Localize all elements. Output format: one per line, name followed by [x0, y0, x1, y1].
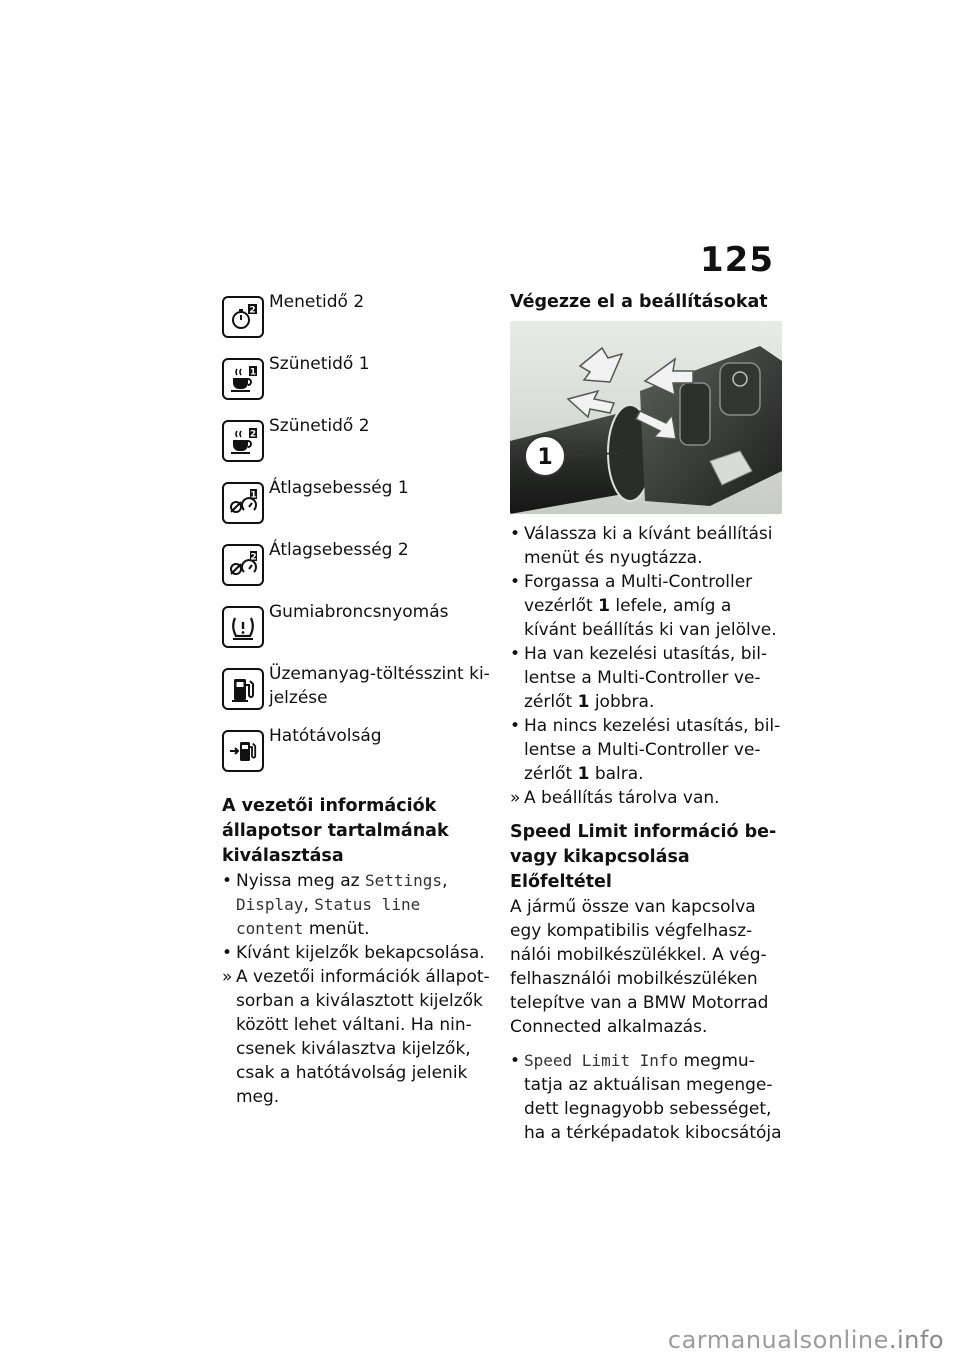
icon-label: Hatótávolság: [269, 726, 382, 746]
coffee-cup-1-icon: [222, 358, 264, 400]
icon-item: [222, 600, 492, 648]
icon-label: Gumiabroncsnyomás: [269, 602, 449, 622]
average-speed-2-icon: [222, 544, 264, 586]
precondition-text: A jármű össze van kapcsolva egy kompatibilis végfelhasz-nálói mobilkészülékkel. A vég-felhasználói mobilkészüléken telepítve van a BMW Motorrad Connected alkalmazás.: [510, 897, 769, 1037]
instruction-list: [510, 522, 782, 810]
svg-text:1: 1: [249, 367, 257, 378]
range-fuel-icon: [222, 730, 264, 772]
callout-number: 1: [537, 445, 553, 470]
multi-controller-photo: [510, 321, 782, 514]
left-column: [222, 290, 492, 1109]
section-heading: Végezze el a beállításokat: [510, 292, 768, 312]
average-speed-1-icon: [222, 482, 264, 524]
instruction-list: [222, 869, 492, 1109]
list-item: • Forgassa a Multi-Controller vezérlőt 1 lefele, amíg a kívánt beállítás ki van jelölve.: [510, 572, 777, 640]
icon-item: [222, 724, 492, 772]
menu-path-display: Display: [236, 895, 304, 914]
icon-item: [222, 414, 492, 462]
list-item: • Nyissa meg az Settings, Display, Status line content menüt.: [222, 871, 448, 939]
svg-text:1: 1: [250, 490, 257, 501]
svg-text:2: 2: [250, 552, 257, 563]
right-column: [510, 290, 782, 1145]
icon-label: Menetidő 2: [269, 292, 365, 312]
speed-limit-info-label: Speed Limit Info: [524, 1051, 679, 1070]
icon-label: Szünetidő 1: [269, 354, 370, 374]
section-heading: A vezetői információk állapotsor tartalmának kiválasztása: [222, 796, 449, 866]
subheading: Előfeltétel: [510, 872, 612, 892]
tire-pressure-icon: [222, 606, 264, 648]
fuel-pump-icon: [222, 668, 264, 710]
svg-text:2: 2: [249, 429, 257, 440]
list-item: • Kívánt kijelzők bekapcsolása.: [222, 943, 485, 963]
result-item: » A vezetői információk állapot-sorban a kiválasztott kijelzők között lehet váltani. Ha nin-csenek kiválasztva kijelzők, csak a hatótávolság jelenik meg.: [222, 967, 490, 1107]
icon-item: [222, 662, 492, 710]
icon-item: [222, 352, 492, 400]
icon-label: Üzemanyag-töltésszint ki-jelzése: [269, 664, 490, 708]
menu-path-settings: Settings: [365, 871, 443, 890]
result-item: » A beállítás tárolva van.: [510, 788, 720, 808]
page-number: 125: [700, 240, 774, 280]
icon-item: [222, 476, 492, 524]
list-item: • Válassza ki a kívánt beállítási menüt és nyugtázza.: [510, 524, 773, 568]
menu-path-status-line: Status line content: [236, 895, 421, 938]
icon-item: [222, 290, 492, 338]
list-item: • Ha van kezelési utasítás, bil-lentse a Multi-Controller ve-zérlőt 1 jobbra.: [510, 644, 768, 712]
watermark: carmanualsonline.info: [667, 1326, 944, 1354]
icon-label: Szünetidő 2: [269, 416, 370, 436]
svg-text:2: 2: [249, 305, 256, 316]
list-item: • Speed Limit Info megmu-tatja az aktuálisan megenge-dett legnagyobb sebességet, ha a térképadatok kibocsátója: [510, 1051, 782, 1143]
icon-label: Átlagsebesség 1: [269, 478, 409, 498]
section-heading: Speed Limit információ be- vagy kikapcsolása: [510, 822, 777, 867]
stopwatch-2-icon: [222, 296, 264, 338]
coffee-cup-2-icon: [222, 420, 264, 462]
instruction-list: [510, 1049, 782, 1145]
list-item: • Ha nincs kezelési utasítás, bil-lentse a Multi-Controller ve-zérlőt 1 balra.: [510, 716, 781, 784]
icon-label: Átlagsebesség 2: [269, 540, 409, 560]
icon-item: [222, 538, 492, 586]
